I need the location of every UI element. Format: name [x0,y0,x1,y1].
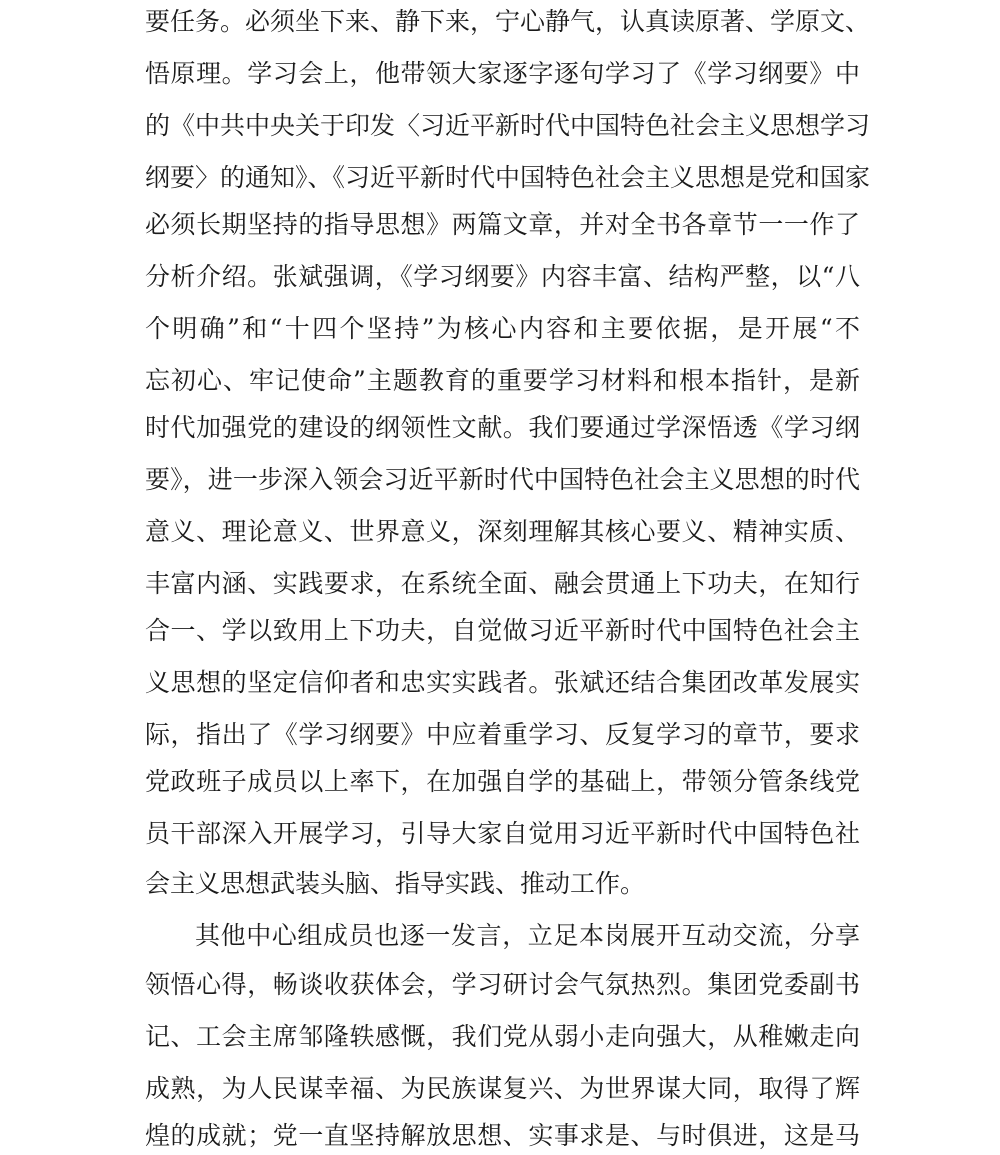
paragraph-1-line-18: 会主义思想武装头脑、指导实践、推动工作。 [145,869,646,898]
paragraph-1-line-11: 意义、理论意义、世界意义，深刻理解其核心要义、精神实质、 [145,517,860,546]
paragraph-1-line-15: 际，指出了《学习纲要》中应着重学习、反复学习的章节，要求 [145,720,860,749]
paragraph-1-line-8: 忘初心、牢记使命”主题教育的重要学习材料和根本指针，是新 [145,366,860,395]
paragraph-2-line-5: 煌的成就；党一直坚持解放思想、实事求是、与时俱进，这是马 [145,1121,860,1150]
paragraph-1-line-14: 义思想的坚定信仰者和忠实实践者。张斌还结合集团改革发展实 [145,668,860,697]
paragraph-2-line-4: 成熟，为人民谋幸福、为民族谋复兴、为世界谋大同，取得了辉 [145,1074,860,1103]
paragraph-1-line-9: 时代加强党的建设的纲领性文献。我们要通过学深悟透《学习纲 [145,413,860,442]
paragraph-1-line-7: 个明确”和“十四个坚持”为核心内容和主要依据，是开展“不 [145,314,860,343]
paragraph-1-line-13: 合一、学以致用上下功夫，自觉做习近平新时代中国特色社会主 [145,616,860,645]
paragraph-1-line-5: 必须长期坚持的指导思想》两篇文章，并对全书各章节一一作了 [145,210,860,239]
paragraph-1-line-12: 丰富内涵、实践要求，在系统全面、融会贯通上下功夫，在知行 [145,569,860,598]
paragraph-2-line-3: 记、工会主席邹隆轶感慨，我们党从弱小走向强大，从稚嫩走向 [145,1022,860,1051]
paragraph-1-line-4: 纲要〉的通知》、《习近平新时代中国特色社会主义思想是党和国家 [145,163,871,192]
paragraph-1-line-2: 悟原理。学习会上，他带领大家逐字逐句学习了《学习纲要》中 [145,59,860,88]
paragraph-2-line-1: 其他中心组成员也逐一发言，立足本岗展开互动交流，分享 [195,921,860,950]
paragraph-1-line-1: 要任务。必须坐下来、静下来，宁心静气，认真读原著、学原文、 [145,7,871,36]
paragraph-1-line-16: 党政班子成员以上率下，在加强自学的基础上，带领分管条线党 [145,767,860,796]
paragraph-1-line-10: 要》，进一步深入领会习近平新时代中国特色社会主义思想的时代 [145,465,860,494]
paragraph-1-line-17: 员干部深入开展学习，引导大家自觉用习近平新时代中国特色社 [145,819,860,848]
paragraph-1-line-3: 的《中共中央关于印发〈习近平新时代中国特色社会主义思想学习 [145,111,871,140]
paragraph-2-line-2: 领悟心得，畅谈收获体会，学习研讨会气氛热烈。集团党委副书 [145,970,860,999]
paragraph-1-line-6: 分析介绍。张斌强调，《学习纲要》内容丰富、结构严整，以“八 [145,262,860,291]
